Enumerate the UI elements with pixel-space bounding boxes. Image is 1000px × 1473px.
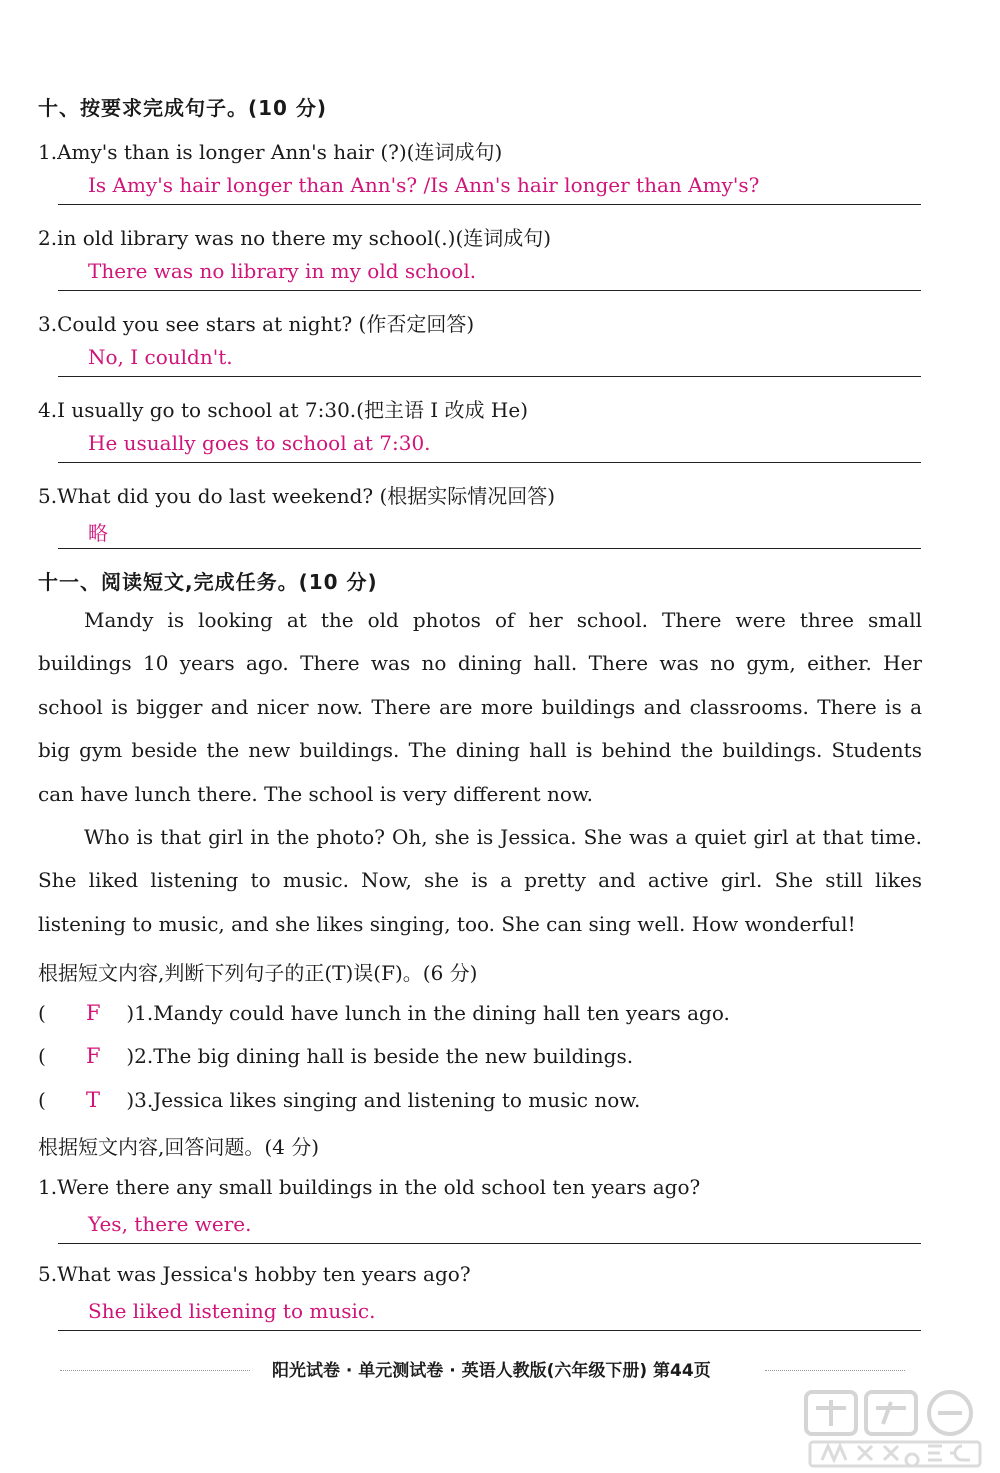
footer-dotted-rule-right	[765, 1370, 905, 1371]
reading-answer-line-2	[58, 1293, 921, 1331]
passage-paragraph-2: Who is that girl in the photo? Oh, she is Jessica. She was a quiet girl at that time. She liked listening to music. Now, she is a pretty and active girl. She still likes listening to music, and she likes singing, too. She can sing well. How wonderful!	[38, 825, 922, 936]
question-2: 2.in old library was no there my school(.)(连词成句)	[38, 226, 552, 250]
reading-answer-1: Yes, there were.	[88, 1212, 252, 1236]
answer-line-2	[58, 253, 921, 291]
question-3: 3.Could you see stars at night? (作否定回答)	[38, 312, 475, 336]
true-false-item	[38, 1088, 640, 1112]
answer-2: There was no library in my old school.	[88, 259, 477, 283]
tf-statement: )2.The big dining hall is beside the new buildings.	[126, 1044, 634, 1068]
reading-answer-line-1	[58, 1206, 921, 1244]
answer-line-5	[58, 511, 921, 549]
question-4: 4.I usually go to school at 7:30.(把主语 I 改成 He)	[38, 398, 528, 422]
section-11-title: 十一、阅读短文,完成任务。(10 分)	[38, 570, 378, 594]
true-false-item	[38, 1044, 633, 1068]
answer-line-1	[58, 167, 921, 205]
tf-answer-mark: F	[86, 1001, 101, 1025]
page-footer	[0, 1356, 1000, 1386]
reading-passage	[38, 599, 922, 946]
answer-questions-instructions: 根据短文内容,回答问题。(4 分)	[38, 1135, 320, 1159]
question-5: 5.What did you do last weekend? (根据实际情况回答)	[38, 484, 556, 508]
true-false-instructions: 根据短文内容,判断下列句子的正(T)误(F)。(6 分)	[38, 961, 478, 985]
passage-paragraph-1: Mandy is looking at the old photos of her school. There were three small buildings 10 years ago. There was no dining hall. There was no gym, either. Her school is bigger and nicer now. There are more buildings and classrooms. There is a big gym beside the new buildings. The dining hall is behind the buildings. Students can have lunch there. The school is very different now.	[38, 608, 922, 806]
reading-question-1: 1.Were there any small buildings in the old school ten years ago?	[38, 1175, 701, 1199]
question-1: 1.Amy's than is longer Ann's hair (?)(连词成句)	[38, 140, 503, 164]
footer-dotted-rule-left	[60, 1370, 250, 1371]
footer-text: 阳光试卷 · 单元测试卷 · 英语人教版(六年级下册) 第44页	[272, 1361, 711, 1381]
answer-4: He usually goes to school at 7:30.	[88, 431, 431, 455]
open-paren: (	[38, 1001, 46, 1025]
tf-answer-mark: F	[86, 1044, 101, 1068]
reading-answer-2: She liked listening to music.	[88, 1299, 376, 1323]
open-paren: (	[38, 1044, 46, 1068]
section-10-title: 十、按要求完成句子。(10 分)	[38, 96, 328, 120]
answer-1: Is Amy's hair longer than Ann's? /Is Ann's hair longer than Amy's?	[88, 173, 760, 197]
answer-line-4	[58, 425, 921, 463]
true-false-item	[38, 1001, 730, 1025]
answer-5: 略	[88, 521, 108, 545]
answer-line-3	[58, 339, 921, 377]
reading-question-2: 5.What was Jessica's hobby ten years ago?	[38, 1262, 471, 1286]
open-paren: (	[38, 1088, 46, 1112]
answer-3: No, I couldn't.	[88, 345, 233, 369]
watermark-logo	[800, 1388, 990, 1470]
tf-statement: )3.Jessica likes singing and listening to music now.	[126, 1088, 641, 1112]
tf-statement: )1.Mandy could have lunch in the dining hall ten years ago.	[126, 1001, 730, 1025]
tf-answer-mark: T	[86, 1088, 101, 1112]
